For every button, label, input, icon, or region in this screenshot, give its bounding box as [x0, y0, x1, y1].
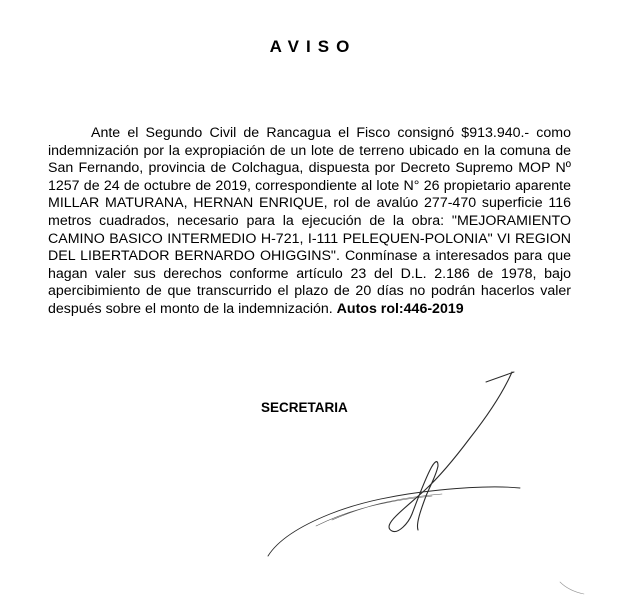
- notice-body: [48, 125, 571, 319]
- signature-stroke-main: [389, 372, 512, 532]
- signer-title: SECRETARIA: [261, 400, 348, 415]
- case-reference: Autos rol:446-2019: [336, 300, 464, 317]
- signature-stroke-hatch: [316, 494, 442, 526]
- signature-stroke-sweep: [268, 487, 520, 556]
- signature-stroke-tail: [560, 582, 584, 594]
- notice-title: AVISO: [269, 37, 357, 56]
- signature-stroke-tick: [486, 372, 514, 382]
- notice-body-text: Ante el Segundo Civil de Rancagua el Fisco consignó $913.940.- como indemnización por la expropiación de un lote de terreno ubicado en la comuna de San Fernando, provincia de Colchagua, dispuesta por Decreto Supremo MOP Nº 1257 de 24 de octubre de 2019, correspondiente al lote N° 26 propietario aparente MILLAR MATURANA, HERNAN ENRIQUE, rol de avalúo 277-470 superficie 116 metros cuadrados, necesario para la ejecución de la obra: "MEJORAMIENTO CAMINO BASICO INTERMEDIO H-721, I-111 PELEQUEN-POLONIA" VI REGION DEL LIBERTADOR BERNARDO OHIGGINS". Conmínase a interesados para que hagan valer sus derechos conforme artículo 23 del D.L. 2.186 de 1978, bajo apercibimiento de que transcurrido el plazo de 20 días no podrán hacerlos valer después sobre el monto de la indemnización.: [48, 125, 571, 317]
